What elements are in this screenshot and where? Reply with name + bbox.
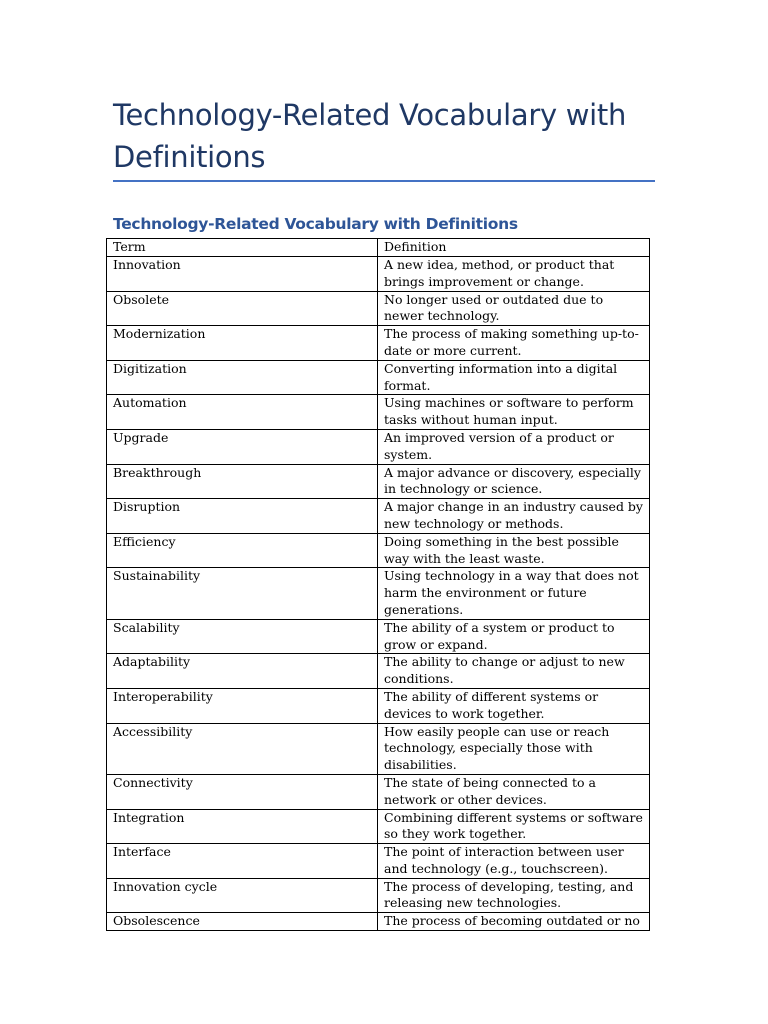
table-row bbox=[107, 844, 650, 879]
definition-cell: A major change in an industry caused by new technology or methods. bbox=[378, 499, 650, 534]
term-cell: Obsolete bbox=[107, 291, 378, 326]
term-cell: Integration bbox=[107, 809, 378, 844]
column-header-definition: Definition bbox=[378, 239, 650, 257]
definition-cell: The ability to change or adjust to new conditions. bbox=[378, 654, 650, 689]
table-row bbox=[107, 654, 650, 689]
definition-cell: Combining different systems or software so they work together. bbox=[378, 809, 650, 844]
term-cell: Digitization bbox=[107, 360, 378, 395]
table-row bbox=[107, 499, 650, 534]
table-row bbox=[107, 429, 650, 464]
definition-cell: Using machines or software to perform tasks without human input. bbox=[378, 395, 650, 430]
table-row bbox=[107, 257, 650, 292]
term-cell: Modernization bbox=[107, 326, 378, 361]
definition-cell: The process of developing, testing, and releasing new technologies. bbox=[378, 878, 650, 913]
document-title: Technology-Related Vocabulary with Definitions bbox=[113, 98, 627, 174]
table-row bbox=[107, 878, 650, 913]
term-cell: Automation bbox=[107, 395, 378, 430]
table-row bbox=[107, 913, 650, 931]
definition-cell: No longer used or outdated due to newer technology. bbox=[378, 291, 650, 326]
definition-cell: The point of interaction between user and technology (e.g., touchscreen). bbox=[378, 844, 650, 879]
term-cell: Breakthrough bbox=[107, 464, 378, 499]
definition-cell: A new idea, method, or product that brings improvement or change. bbox=[378, 257, 650, 292]
term-cell: Scalability bbox=[107, 619, 378, 654]
vocabulary-table bbox=[106, 238, 650, 931]
term-cell: Sustainability bbox=[107, 568, 378, 619]
table-row bbox=[107, 568, 650, 619]
term-cell: Accessibility bbox=[107, 723, 378, 774]
definition-cell: An improved version of a product or system. bbox=[378, 429, 650, 464]
table-row bbox=[107, 809, 650, 844]
table-row bbox=[107, 688, 650, 723]
term-cell: Upgrade bbox=[107, 429, 378, 464]
table-row bbox=[107, 619, 650, 654]
term-cell: Interoperability bbox=[107, 688, 378, 723]
table-row bbox=[107, 360, 650, 395]
term-cell: Adaptability bbox=[107, 654, 378, 689]
table-row bbox=[107, 774, 650, 809]
term-cell: Obsolescence bbox=[107, 913, 378, 931]
term-cell: Innovation cycle bbox=[107, 878, 378, 913]
term-cell: Connectivity bbox=[107, 774, 378, 809]
table-row bbox=[107, 464, 650, 499]
definition-cell: Converting information into a digital format. bbox=[378, 360, 650, 395]
term-cell: Interface bbox=[107, 844, 378, 879]
table-row bbox=[107, 326, 650, 361]
definition-cell: The state of being connected to a network or other devices. bbox=[378, 774, 650, 809]
definition-cell: A major advance or discovery, especially in technology or science. bbox=[378, 464, 650, 499]
table-row bbox=[107, 723, 650, 774]
table-row bbox=[107, 395, 650, 430]
section-heading: Technology-Related Vocabulary with Definitions bbox=[113, 215, 518, 233]
definition-cell: The process of making something up-to-date or more current. bbox=[378, 326, 650, 361]
table-header-row bbox=[107, 239, 650, 257]
definition-cell: The ability of a system or product to grow or expand. bbox=[378, 619, 650, 654]
definition-cell: The process of becoming outdated or no bbox=[378, 913, 650, 931]
table-row bbox=[107, 533, 650, 568]
definition-cell: How easily people can use or reach technology, especially those with disabilities. bbox=[378, 723, 650, 774]
term-cell: Innovation bbox=[107, 257, 378, 292]
table-row bbox=[107, 291, 650, 326]
term-cell: Disruption bbox=[107, 499, 378, 534]
title-divider bbox=[113, 180, 655, 182]
definition-cell: Doing something in the best possible way with the least waste. bbox=[378, 533, 650, 568]
definition-cell: Using technology in a way that does not harm the environment or future generations. bbox=[378, 568, 650, 619]
definition-cell: The ability of different systems or devices to work together. bbox=[378, 688, 650, 723]
term-cell: Efficiency bbox=[107, 533, 378, 568]
column-header-term: Term bbox=[107, 239, 378, 257]
